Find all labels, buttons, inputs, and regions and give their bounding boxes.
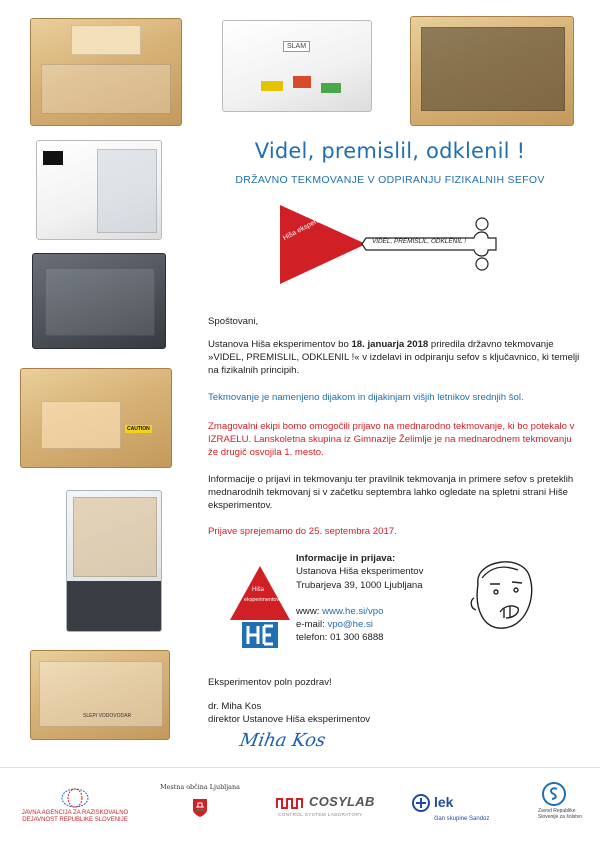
he-logo-line1: Hiša <box>252 587 265 593</box>
key-logo-brand: Hiša eksperimentov <box>282 207 340 243</box>
lek-emblem-icon <box>412 794 430 812</box>
greeting: Spoštovani, <box>208 316 259 327</box>
paragraph-intro-a: Ustanova Hiša eksperimentov bo <box>208 339 352 350</box>
experiment-photo-pipe-box <box>30 650 170 740</box>
handwritten-signature: Miha Kos <box>238 730 328 751</box>
footer-arrs-text: JAVNA AGENCIJA ZA RAZISKOVALNO DEJAVNOST REPUBLIKE SLOVENIJE <box>21 810 129 823</box>
zrss-logo-icon <box>542 782 566 806</box>
experiment-photo-dark-box <box>32 253 166 349</box>
experiment-photo-glass-front-box <box>20 368 172 468</box>
experiment-photo-white-cabinet <box>36 140 162 240</box>
cosylab-sub: CONTROL SYSTEM LABORATORY <box>278 812 363 817</box>
page-subtitle: DRŽAVNO TEKMOVANJE V ODPIRANJU FIZIKALNIH SEFOV <box>235 174 545 186</box>
email-link[interactable]: vpo@he.si <box>327 619 373 631</box>
registration-deadline: Prijave sprejemamo do 25. septembra 2017. <box>208 526 397 537</box>
cosylab-wave-icon <box>276 796 306 810</box>
contact-address: Trubarjeva 39, 1000 Ljubljana <box>296 579 423 591</box>
experiment-photo-open-platform <box>222 20 372 112</box>
arrs-globe-icon <box>60 788 90 808</box>
contact-phone: telefon: 01 300 6888 <box>296 632 384 644</box>
zrss-text: Zavod Republike Slovenije za šolstvo <box>538 808 582 820</box>
he-logo-triangle-icon <box>230 566 290 620</box>
closing-greeting: Eksperimentov poln pozdrav! <box>208 677 332 688</box>
he-logo <box>228 564 292 652</box>
signer-role: direktor Ustanove Hiša eksperimentov <box>208 714 371 725</box>
key-logo-text: VIDEL, PREMISLIL, ODKLENIL ! <box>372 238 467 245</box>
competition-key-logo <box>276 200 506 290</box>
paragraph-info: Informacije o prijavi in tekmovanju ter pravilnik tekmovanja in primere sefov s preteklih mednarodnih tekmovanj si v začetku septembra lahko ogledate na spletni strani Hiše eksperimentov. <box>208 474 574 512</box>
ljubljana-coat-of-arms-icon <box>192 798 208 818</box>
lek-sub: član skupine Sandoz <box>434 816 490 822</box>
website-label: www: <box>296 605 323 617</box>
paragraph-international: Zmagovalni ekipi bomo omogočili prijavo na mednarodno tekmovanje, ki bo potekalo v IZRAELU. Lanskoletna skupina iz Gimnazije Želimlje je na mednarodnem tekmovanju že drugič osvojila 1. mesto. <box>208 421 575 459</box>
sign-label: SLAM <box>283 41 310 52</box>
page-title: Videl, premislil, odklenil ! <box>254 139 526 163</box>
contact-website-row <box>296 605 466 618</box>
he-logo-line2: eksperimentov <box>244 597 280 603</box>
event-date: 18. januarja 2018 <box>351 339 429 350</box>
contact-heading: Informacije in prijava: <box>296 553 396 564</box>
footer-divider <box>0 767 600 768</box>
paragraph-intro <box>208 338 580 378</box>
experiment-photo-tall-cabinet <box>66 490 162 632</box>
experiment-photo-ramp-box <box>410 16 574 126</box>
paragraph-audience: Tekmovanje je namenjeno dijakom in dijakinjam višjih letnikov srednjih šol. <box>208 392 524 403</box>
cosylab-name: COSYLAB <box>309 794 375 809</box>
contact-org: Ustanova Hiša eksperimentov <box>296 566 424 578</box>
email-label: e-mail: <box>296 619 328 631</box>
website-link[interactable]: www.he.si/vpo <box>322 605 384 617</box>
contact-block <box>296 552 466 645</box>
contact-email-row <box>296 618 466 631</box>
paragraph-intro-b: priredila državno tekmovanje »VIDEL, PREMISLIL, ODKLENIL !« v izdelavi in odpiranju sefov s ključavnico, ki temelji na fizikalnih principih. <box>208 339 580 377</box>
caution-label: CAUTION <box>127 426 150 432</box>
thinking-face-icon <box>460 548 550 638</box>
bottom-box-label: SLEPI VODOVODAR <box>83 713 132 719</box>
signer-name: dr. Miha Kos <box>208 701 262 712</box>
experiment-photo-wood-box <box>30 18 182 126</box>
footer-ljubljana-text: Mestna občina Ljubljana <box>160 783 240 791</box>
lek-name: lek <box>434 794 454 810</box>
